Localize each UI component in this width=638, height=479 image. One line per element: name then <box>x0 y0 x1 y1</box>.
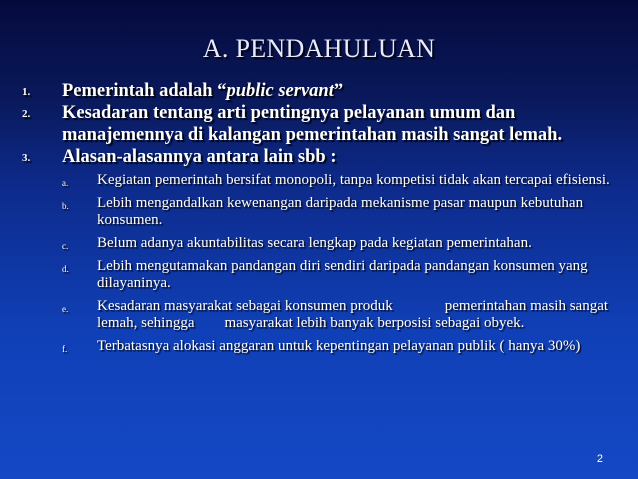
sub-item-text: Kegiatan pemerintah bersifat monopoli, tanpa kompetisi tidak akan tercapai efisiensi. <box>97 172 610 188</box>
sub-letter: d. <box>62 264 69 274</box>
slide-title: A. PENDAHULUAN <box>202 34 436 63</box>
item-text: Alasan-alasannya antara lain sbb : <box>62 147 337 167</box>
sub-list-item <box>62 172 622 189</box>
sub-letter: f. <box>62 344 68 354</box>
sub-list-item <box>62 195 622 229</box>
sub-list-item <box>62 298 622 332</box>
sub-letter: a. <box>62 178 69 188</box>
sub-letter: c. <box>62 241 69 251</box>
sub-item-text-part3: masyarakat lebih banyak berposisi sebagai obyek. <box>224 315 525 331</box>
sub-item-text: Terbatasnya alokasi anggaran untuk kepentingan pelayanan publik ( hanya 30%) <box>97 338 581 354</box>
page-number: 2 <box>596 453 603 465</box>
list-number: 3. <box>22 152 31 164</box>
sub-item-text: Lebih mengandalkan kewenangan daripada mekanisme pasar maupun kebutuhan konsumen. <box>97 195 584 228</box>
sub-list-item <box>62 235 622 252</box>
list-number: 2. <box>22 108 31 120</box>
sub-list-item <box>62 258 622 292</box>
item-text-italic: public servant <box>226 81 334 101</box>
list-item <box>22 102 622 146</box>
sub-list-item <box>62 338 622 355</box>
list-item <box>22 146 622 355</box>
sub-item-text-part2: pemerintahan masih sangat lemah, sehingga <box>97 298 609 331</box>
sub-list <box>62 172 622 355</box>
item-text: Kesadaran tentang arti pentingnya pelayanan umum dan manajemennya di kalangan pemerintahan masih sangat lemah. <box>62 103 563 145</box>
list-item <box>22 80 622 102</box>
sub-item-text: Lebih mengutamakan pandangan diri sendiri daripada pandangan konsumen yang dilayaninya. <box>97 258 588 291</box>
item-text-post: ” <box>333 81 344 101</box>
item-text-pre: Pemerintah adalah “ <box>62 81 227 101</box>
sub-letter: e. <box>62 304 69 314</box>
list-number: 1. <box>22 86 31 98</box>
main-list <box>22 80 622 361</box>
sub-letter: b. <box>62 201 69 211</box>
sub-item-text: Belum adanya akuntabilitas secara lengkap pada kegiatan pemerintahan. <box>97 235 532 251</box>
sub-item-text-part1: Kesadaran masyarakat sebagai konsumen produk <box>97 298 393 314</box>
